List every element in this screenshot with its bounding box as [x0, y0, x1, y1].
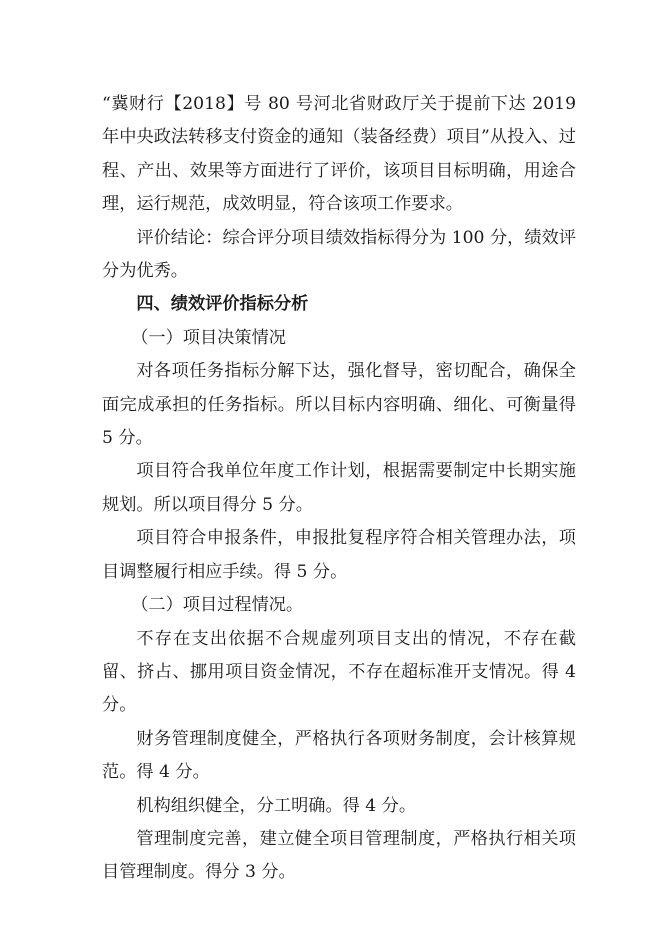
process-paragraph-1: 不存在支出依据不合规虚列项目支出的情况，不存在截留、挤占、挪用项目资金情况，不存在超标准开支情况。得 4 分。: [102, 628, 576, 716]
conclusion-paragraph: 评价结论：综合评分项目绩效指标得分为 100 分，绩效评分为优秀。: [102, 227, 576, 282]
process-paragraph-4: 管理制度完善，建立健全项目管理制度，严格执行相关项目管理制度。得分 3 分。: [102, 828, 576, 883]
document-body: [102, 88, 576, 890]
section-heading-performance-analysis: 四、绩效评价指标分析: [136, 294, 309, 315]
subheading-project-decision: （一）项目决策情况: [131, 327, 286, 348]
intro-paragraph: “冀财行【2018】号 80 号河北省财政厅关于提前下达 2019 年中央政法转移支付资金的通知（装备经费）项目”从投入、过程、产出、效果等方面进行了评价，该项目目标明确，用途合理，运行规范，成效明显，符合该项工作要求。: [102, 94, 576, 215]
process-paragraph-2: 财务管理制度健全，严格执行各项财务制度，会计核算规范。得 4 分。: [102, 728, 576, 783]
subheading-project-process: （二）项目过程情况。: [131, 595, 304, 616]
decision-paragraph-2: 项目符合我单位年度工作计划，根据需要制定中长期实施规划。所以项目得分 5 分。: [102, 461, 576, 515]
process-paragraph-3: 机构组织健全，分工明确。得 4 分。: [136, 795, 417, 816]
decision-paragraph-3: 项目符合申报条件，申报批复程序符合相关管理办法，项目调整履行相应手续。得 5 分。: [102, 528, 576, 582]
decision-paragraph-1: 对各项任务指标分解下达，强化督导，密切配合，确保全面完成承担的任务指标。所以目标内容明确、细化、可衡量得 5 分。: [102, 361, 576, 449]
